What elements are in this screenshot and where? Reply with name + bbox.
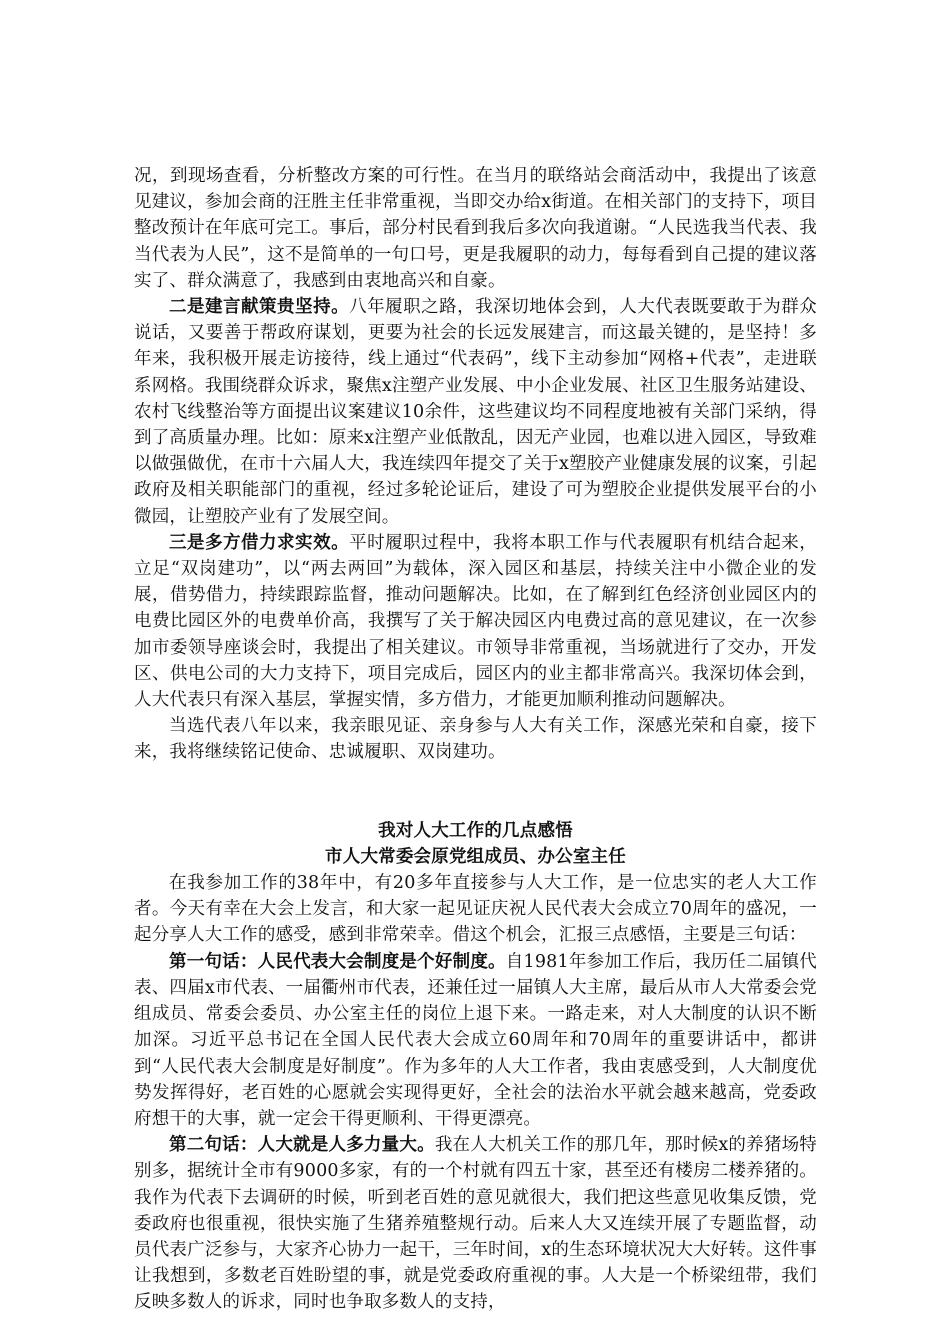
section-gap [134, 766, 817, 818]
sentence-one-body: 自1981年参加工作后，我历任二届镇代表、四届x市代表、一届衢州市代表，还兼任过一届镇人大主席，最后从市人大常委会党组成员、常委会委员、办公室主任的岗位上退下来。一路走来，对人大制度的认识不断加深。习近平总书记在全国人民代表大会成立60周年和70周年的重要讲话中，都讲到“人民代表大会制度是好制度”。作为多年的人大工作者，我由衷感受到，人大制度优势发挥得好，老百姓的心愿就会实现得更好，全社会的法治水平就会越来越高，党委政府想干的大事，就一定会干得更顺利、干得更漂亮。 [134, 951, 817, 1129]
paragraph-closing: 当选代表八年以来，我亲眼见证、亲身参与人大有关工作，深感光荣和自豪，接下来，我将继续铭记使命、忠诚履职、双岗建功。 [134, 716, 817, 763]
point-three-heading: 三是多方借力求实效。 [169, 532, 350, 553]
point-two-heading: 二是建言献策贵坚持。 [169, 297, 350, 318]
paragraph-sentence-two [134, 1132, 817, 1315]
paragraph-sentence-one [134, 949, 817, 1132]
paragraph-point-three [134, 530, 817, 713]
sentence-one-heading: 第一句话：人民代表大会制度是个好制度。 [169, 951, 506, 972]
point-three-body: 平时履职过程中，我将本职工作与代表履职有机结合起来，立足“双岗建功”，以“两去两回”为载体，深入园区和基层，持续关注中小微企业的发展，借势借力，持续跟踪监督，推动问题解决。比如，在了解到红色经济创业园区内的电费比园区外的电费单价高，我撰写了关于解决园区内电费过高的意见建议，在一次参加市委领导座谈会时，我提出了相关建议。市领导非常重视，当场就进行了交办，开发区、供电公司的大力支持下，项目完成后，园区内的业主都非常高兴。我深切体会到，人大代表只有深入基层，掌握实情，多方借力，才能更加顺利推动问题解决。 [134, 532, 818, 711]
document-page [134, 163, 817, 1316]
paragraph-continued: 况，到现场查看，分析整改方案的可行性。在当月的联络站会商活动中，我提出了该意见建议，参加会商的汪胜主任非常重视，当即交办给x街道。在相关部门的支持下，项目整改预计在年底可完工。事后，部分村民看到我后多次向我道谢。“人民选我当代表、我当代表为人民”，这不是简单的一句口号，更是我履职的动力，每每看到自己提的建议落实了、群众满意了，我感到由衷地高兴和自豪。 [134, 166, 817, 291]
sentence-two-heading: 第二句话：人大就是人多力量大。 [169, 1135, 435, 1156]
article-title: 我对人大工作的几点感悟 [378, 820, 573, 841]
paragraph-point-two [134, 294, 817, 530]
paragraph-intro: 在我参加工作的38年中，有20多年直接参与人大工作，是一位忠实的老人大工作者。今天有幸在大会上发言，和大家一起见证庆祝人民代表大会成立70周年的盛况，一起分享人大工作的感受，感到非常荣幸。借这个机会，汇报三点感悟，主要是三句话： [134, 873, 817, 946]
point-two-body: 八年履职之路，我深切地体会到，人大代表既要敢于为群众说话，又要善于帮政府谋划，更要为社会的长远发展建言，而这最关键的，是坚持！多年来，我积极开展走访接待，线上通过“代表码”，线下主动参加“网格+代表”，走进联系网格。我围绕群众诉求，聚焦x注塑产业发展、中小企业发展、社区卫生服务站建设、农村飞线整治等方面提出议案建议10余件，这些建议均不同程度地被有关部门采纳，得到了高质量办理。比如：原来x注塑产业低散乱，因无产业园，也难以进入园区，导致难以做强做优，在市十六届人大，我连续四年提交了关于x塑胶产业健康发展的议案，引起政府及相关职能部门的重视，经过多轮论证后，建设了可为塑胶企业提供发展平台的小微园，让塑胶产业有了发展空间。 [134, 297, 818, 527]
speaker-title: 市人大常委会原党组成员、办公室主任 [325, 846, 626, 867]
sentence-two-body: 我在人大机关工作的那几年，那时候x的养猪场特别多，据统计全市有9000多家，有的一个村就有四五十家，甚至还有楼房二楼养猪的。我作为代表下去调研的时候，听到老百姓的意见就很大，我们把这些意见收集反馈，党委政府也很重视，很快实施了生猪养殖整规行动。后来人大又连续开展了专题监督，动员代表广泛参与，大家齐心协力一起干，三年时间，x的生态环境状况大大好转。这件事让我想到，多数老百姓盼望的事，就是党委政府重视的事。人大是一个桥梁纽带，我们反映多数人的诉求，同时也争取多数人的支持， [134, 1135, 817, 1313]
